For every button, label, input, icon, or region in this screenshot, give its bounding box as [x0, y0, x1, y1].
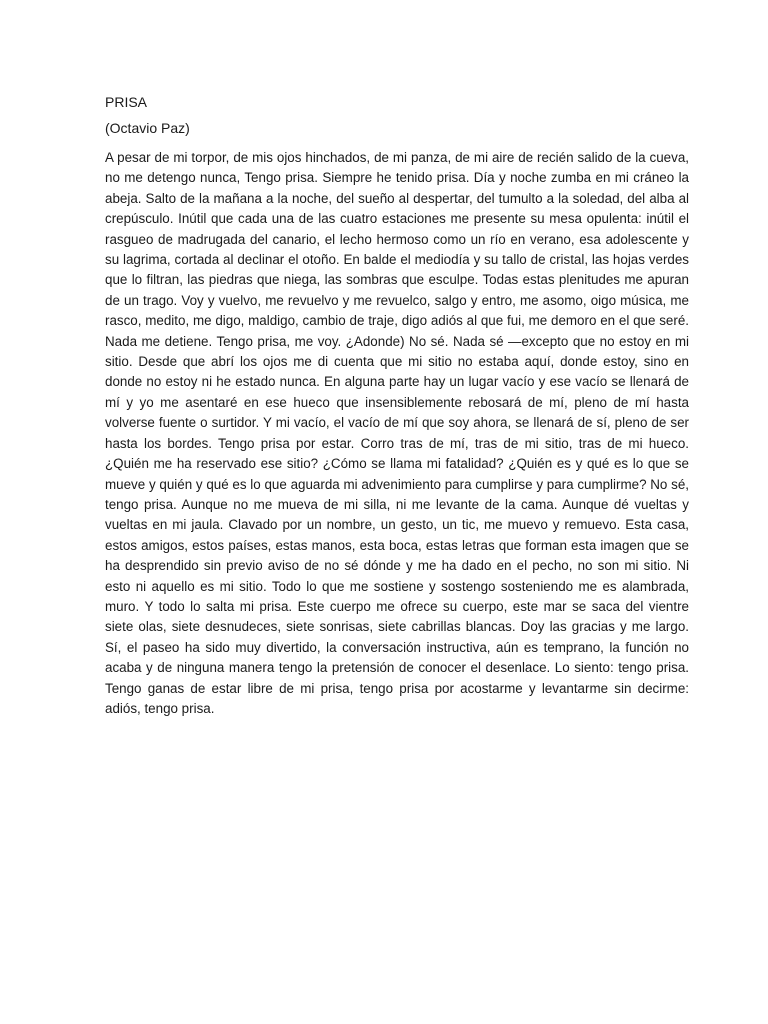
document-author: (Octavio Paz): [105, 120, 190, 136]
document-title: PRISA: [105, 94, 148, 110]
document-page: [105, 92, 689, 719]
document-body-paragraph: A pesar de mi torpor, de mis ojos hinchados, de mi panza, de mi aire de recién salido de la cueva, no me detengo nunca, Tengo prisa. Siempre he tenido prisa. Día y noche zumba en mi cráneo la abeja. Salto de la mañana a la noche, del sueño al despertar, del tumulto a la soledad, del alba al crepúsculo. Inútil que cada una de las cuatro estaciones me presente su mesa opulenta: inútil el rasgueo de madrugada del canario, el lecho hermoso como un río en verano, esa adolescente y su lagrima, cortada al declinar el otoño. En balde el mediodía y su tallo de cristal, las hojas verdes que lo filtran, las piedras que niega, las sombras que esculpe. Todas estas plenitudes me apuran de un trago. Voy y vuelvo, me revuelvo y me revuelco, salgo y entro, me asomo, oigo música, me rasco, medito, me digo, maldigo, cambio de traje, digo adiós al que fui, me demoro en el que seré. Nada me detiene. Tengo prisa, me voy. ¿Adonde) No sé. Nada sé —excepto que no estoy en mi sitio. Desde que abrí los ojos me di cuenta que mi sitio no estaba aquí, donde estoy, sino en donde no estoy ni he estado nunca. En alguna parte hay un lugar vacío y ese vacío se llenará de mí y yo me asentaré en ese hueco que insensiblemente rebosará de mí, pleno de mí hasta volverse fuente o surtidor. Y mi vacío, el vacío de mí que soy ahora, se llenará de sí, pleno de ser hasta los bordes. Tengo prisa por estar. Corro tras de mí, tras de mi sitio, tras de mi hueco. ¿Quién me ha reservado ese sitio? ¿Cómo se llama mi fatalidad? ¿Quién es y qué es lo que se mueve y quién y qué es lo que aguarda mi advenimiento para cumplirse y para cumplirme? No sé, tengo prisa. Aunque no me mueva de mi silla, ni me levante de la cama. Aunque dé vueltas y vueltas en mi jaula. Clavado por un nombre, un gesto, un tic, me muevo y remuevo. Esta casa, estos amigos, estos países, estas manos, esta boca, estas letras que forman esta imagen que se ha desprendido sin previo aviso de no sé dónde y me ha dado en el pecho, no son mi sitio. Ni esto ni aquello es mi sitio. Todo lo que me sostiene y sostengo sosteniendo me es alambrada, muro. Y todo lo salta mi prisa. Este cuerpo me ofrece su cuerpo, este mar se saca del vientre siete olas, siete desnudeces, siete sonrisas, siete cabrillas blancas. Doy las gracias y me largo. Sí, el paseo ha sido muy divertido, la conversación instructiva, aún es temprano, la función no acaba y de ninguna manera tengo la pretensión de conocer el desenlace. Lo siento: tengo prisa. Tengo ganas de estar libre de mi prisa, tengo prisa por acostarme y levantarme sin decirme: adiós, tengo prisa.: [105, 150, 689, 716]
